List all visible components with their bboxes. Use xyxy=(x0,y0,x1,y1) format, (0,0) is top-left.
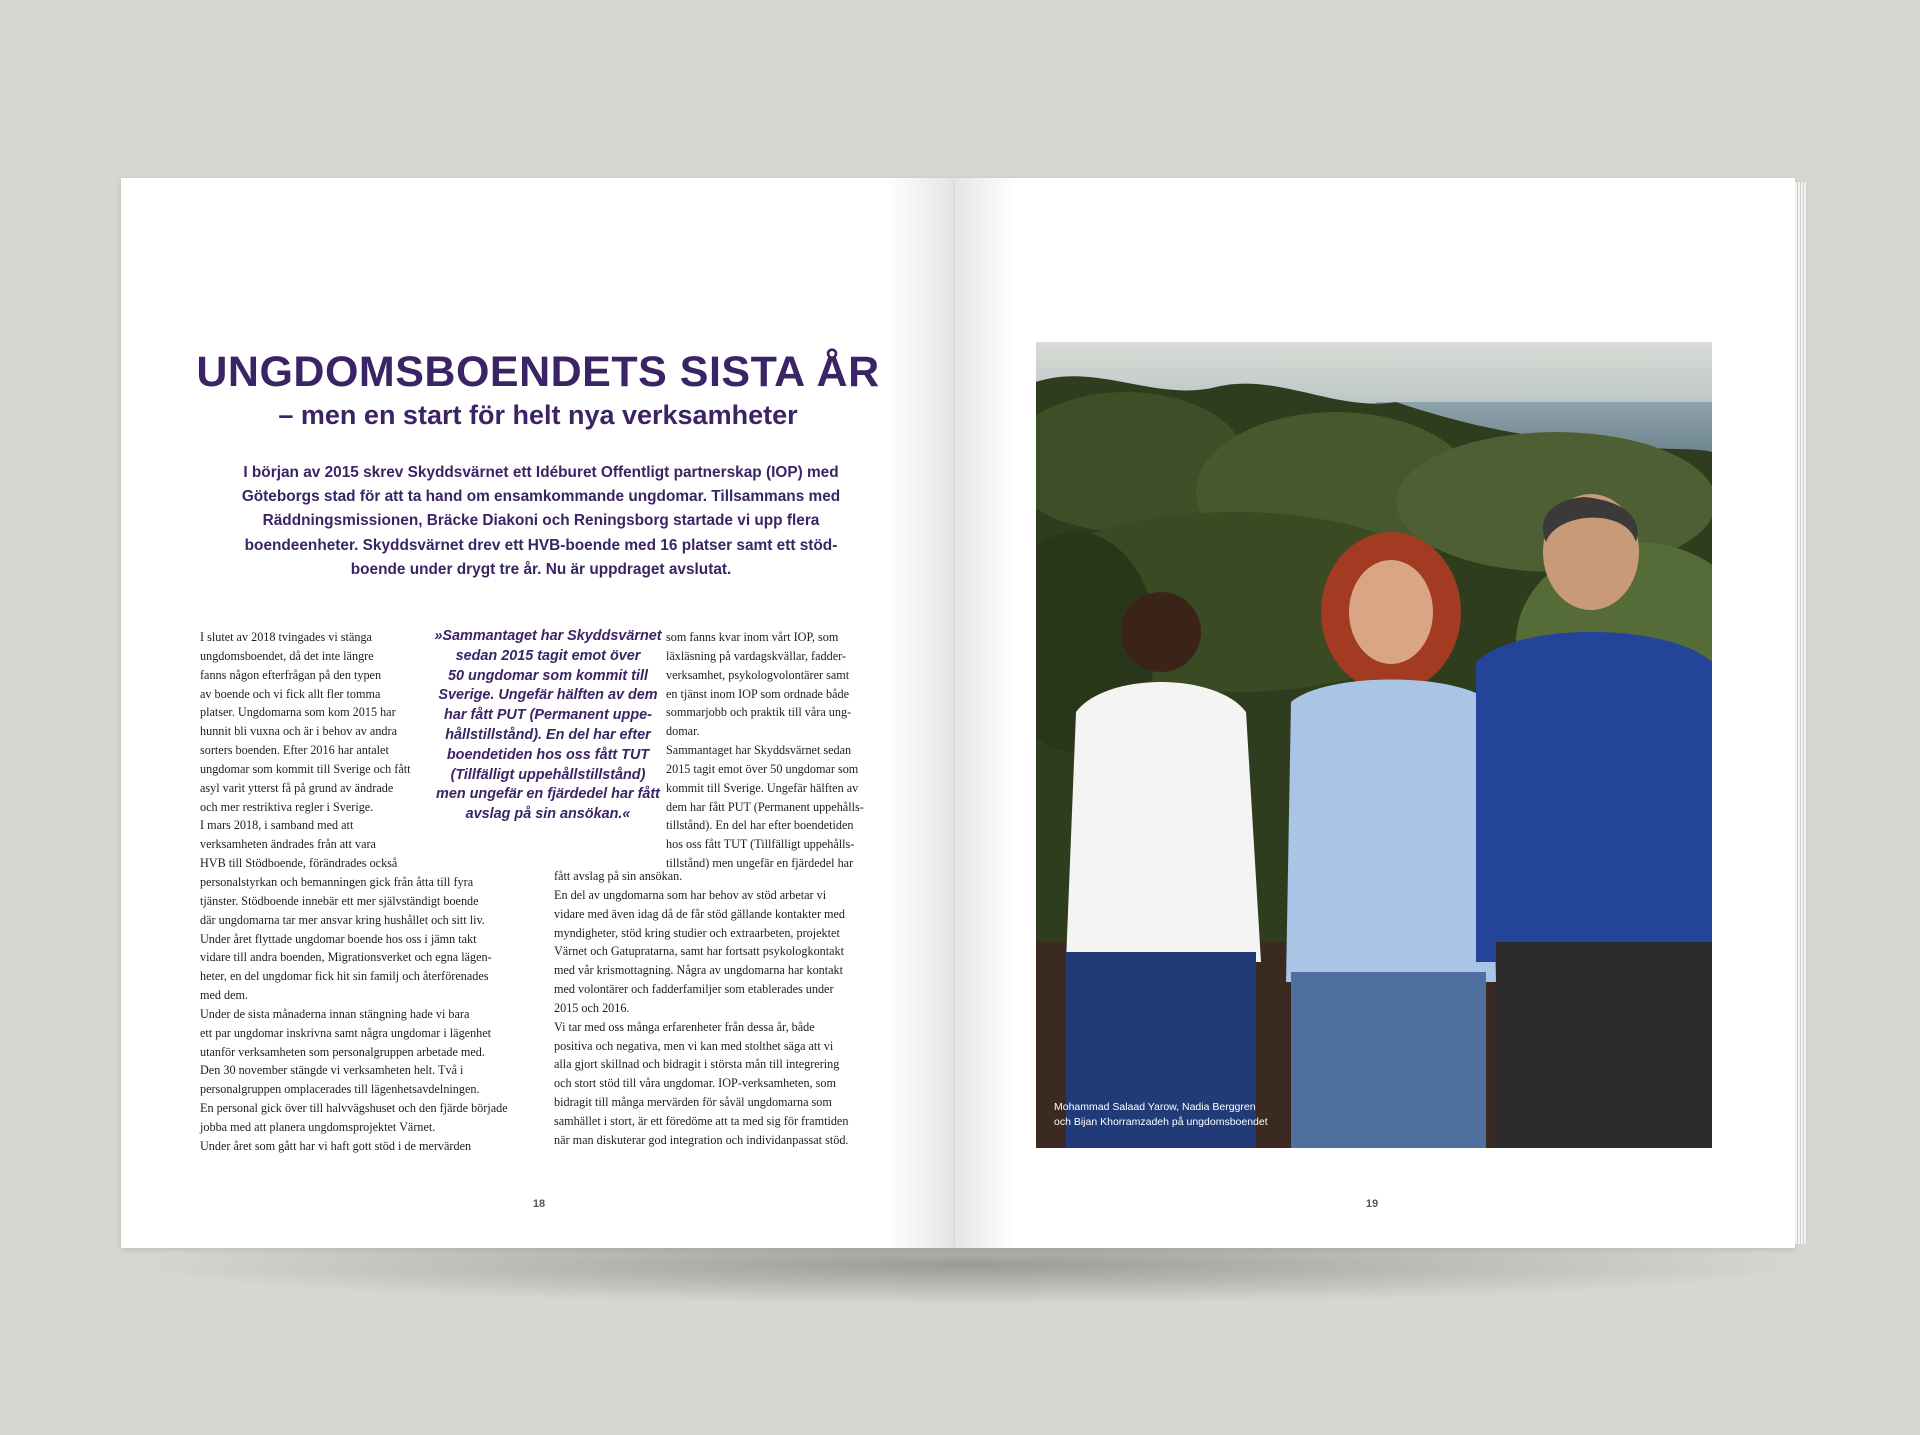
text-line: dem har fått PUT (Permanent uppehålls- xyxy=(666,799,864,814)
intro-line: I början av 2015 skrev Skyddsvärnet ett Idéburet Offentligt partnerskap (IOP) med xyxy=(243,464,839,481)
page-edges xyxy=(1795,182,1807,1244)
text-line: asyl varit ytterst få på grund av ändrade xyxy=(200,780,394,795)
text-line: I mars 2018, i samband med att xyxy=(200,818,354,833)
text-line: verksamhet, psykologvolontärer samt xyxy=(666,667,850,682)
pull-quote xyxy=(429,627,667,825)
text-line: Värnet och Gatupratarna, samt har fortsatt psykologkontakt xyxy=(554,944,845,959)
text-line: vidare till andra boenden, Migrationsverket och egna lägen- xyxy=(200,950,492,965)
text-line: Sammantaget har Skyddsvärnet sedan xyxy=(666,743,852,758)
group-photo xyxy=(1036,342,1712,1148)
quote-line: sedan 2015 tagit emot över xyxy=(455,647,641,664)
article-subtitle: – men en start för helt nya verksamheter xyxy=(278,400,798,430)
text-line: tjänster. Stödboende innebär ett mer självständigt boende xyxy=(200,893,479,908)
text-line: tillstånd). En del har efter boendetiden xyxy=(666,818,854,833)
intro-line: boende under drygt tre år. Nu är uppdraget avslutat. xyxy=(350,560,732,578)
text-line: ett par ungdomar inskrivna samt några ungdomar i lägenhet xyxy=(200,1025,492,1040)
intro-line: boendeenheter. Skyddsvärnet drev ett HVB-boende med 16 platser samt ett stöd- xyxy=(244,536,838,554)
text-line: platser. Ungdomarna som kom 2015 har xyxy=(200,705,396,720)
text-line: verksamheten ändrades från att vara xyxy=(200,837,376,852)
right-page xyxy=(955,178,1795,1248)
text-line: personalstyrkan och bemanningen gick från åtta till fyra xyxy=(200,874,474,889)
text-line: som fanns kvar inom vårt IOP, som xyxy=(666,630,839,644)
text-line: Under de sista månaderna innan stängning hade vi bara xyxy=(200,1006,470,1021)
text-line: samhället i stort, är ett föredöme att ta med sig för framtiden xyxy=(554,1113,849,1128)
text-line: ungdomsboendet, då det inte längre xyxy=(200,648,374,663)
text-line: sorters boenden. Efter 2016 har antalet xyxy=(200,743,389,758)
text-line: bidragit till många mervärden för såväl ungdomarna som xyxy=(554,1095,832,1110)
text-line: personalgruppen omplacerades till lägenhetsavdelningen. xyxy=(200,1082,480,1097)
spine-shadow-right xyxy=(955,178,1015,1248)
text-line: jobba med att planera ungdomsprojektet Värnet. xyxy=(200,1119,436,1134)
text-line: med volontärer och fadderfamiljer som etablerades under xyxy=(554,982,834,997)
text-line: sommarjobb och praktik till våra ung- xyxy=(666,705,852,720)
caption-line: och Bijan Khorramzadeh på ungdomsboendet xyxy=(1054,1116,1268,1128)
photo-caption xyxy=(1054,1100,1268,1130)
text-line: en tjänst inom IOP som ordnade både xyxy=(666,686,850,701)
text-line: läxläsning på vardagskvällar, fadder- xyxy=(666,648,846,663)
caption-line: Mohammad Salaad Yarow, Nadia Berggren xyxy=(1054,1101,1256,1113)
article-title: UNGDOMSBOENDETS SISTA ÅR xyxy=(196,348,880,396)
text-line: hunnit bli vuxna och är i behov av andra xyxy=(200,724,397,739)
quote-line: boendetiden hos oss fått TUT xyxy=(446,746,650,763)
text-line: fått avslag på sin ansökan. xyxy=(554,869,683,883)
quote-line: har fått PUT (Permanent uppe- xyxy=(444,707,652,724)
quote-line: Sverige. Ungefär hälften av dem xyxy=(438,687,658,704)
text-line: utanför verksamheten som personalgruppen arbetade med. xyxy=(200,1044,485,1059)
text-line: I slutet av 2018 tvingades vi stänga xyxy=(200,630,372,644)
text-line: och stort stöd till våra ungdomar. IOP-verksamheten, som xyxy=(554,1076,836,1091)
text-line: myndigheter, stöd kring studier och extraarbeten, projektet xyxy=(554,925,840,940)
photo-illustration xyxy=(1036,342,1712,1148)
text-line: Under året flyttade ungdomar boende hos oss i jämn takt xyxy=(200,931,477,946)
intro-line: Göteborgs stad för att ta hand om ensamkommande ungdomar. Tillsammans med xyxy=(241,488,841,506)
quote-line: (Tillfälligt uppehållstillstånd) xyxy=(450,766,646,783)
text-line: ungdomar som kommit till Sverige och fått xyxy=(200,761,411,776)
text-line: med vår krismottagning. Några av ungdomarna har kontakt xyxy=(554,963,844,978)
text-line: HVB till Stödboende, förändrades också xyxy=(200,856,398,871)
article-intro xyxy=(241,461,841,582)
text-line: En del av ungdomarna som har behov av stöd arbetar vi xyxy=(554,887,827,902)
quote-line: »Sammantaget har Skyddsvärnet xyxy=(434,628,662,644)
page-number-right: 19 xyxy=(1365,1198,1379,1210)
text-line: och mer restriktiva regler i Sverige. xyxy=(200,799,374,814)
page-number-left: 18 xyxy=(532,1198,546,1210)
text-line: Vi tar med oss många erfarenheter från dessa år, både xyxy=(554,1019,815,1034)
text-line: där ungdomarna tar mer ansvar kring hushållet och sitt liv. xyxy=(200,912,485,927)
text-line: Under året som gått har vi haft gott stöd i de mervärden xyxy=(200,1138,472,1153)
text-line: positiva och negativa, men vi kan med stolthet säga att vi xyxy=(554,1038,834,1053)
quote-line: 50 ungdomar som kommit till xyxy=(448,667,648,684)
body-column-3 xyxy=(666,628,936,873)
text-line: av boende och vi fick allt fler tomma xyxy=(200,686,381,701)
quote-line: avslag på sin ansökan.« xyxy=(465,806,631,823)
text-line: med dem. xyxy=(200,988,249,1003)
text-line: En personal gick över till halvvägshuset och den fjärde började xyxy=(200,1101,508,1116)
quote-line: hållstillstånd). En del har efter xyxy=(445,726,651,743)
text-line: domar. xyxy=(666,724,700,739)
text-line: tillstånd) men ungefär en fjärdedel har xyxy=(666,856,854,871)
text-line: 2015 och 2016. xyxy=(554,1000,630,1015)
text-line: hos oss fått TUT (Tillfälligt uppehålls- xyxy=(666,837,855,852)
text-line: Den 30 november stängde vi verksamheten helt. Två i xyxy=(200,1063,464,1078)
quote-line: men ungefär en fjärdedel har fått xyxy=(436,786,660,803)
text-line: vidare med även idag då de får stöd gällande kontakter med xyxy=(554,906,846,921)
text-line: alla gjort skillnad och bidragit i största mån till integrering xyxy=(554,1057,840,1072)
intro-line: Räddningsmissionen, Bräcke Diakoni och Reningsborg startade vi upp flera xyxy=(262,512,820,530)
left-page xyxy=(121,178,955,1248)
text-line: fanns någon efterfrågan på den typen xyxy=(200,667,382,682)
text-line: 2015 tagit emot över 50 ungdomar som xyxy=(666,761,859,776)
text-line: heter, en del ungdomar fick hit sin familj och återförenades xyxy=(200,969,489,984)
text-line: kommit till Sverige. Ungefär hälften av xyxy=(666,780,859,795)
body-column-2-continued xyxy=(554,867,934,1150)
text-line: när man diskuterar god integration och individanpassat stöd. xyxy=(554,1132,849,1147)
